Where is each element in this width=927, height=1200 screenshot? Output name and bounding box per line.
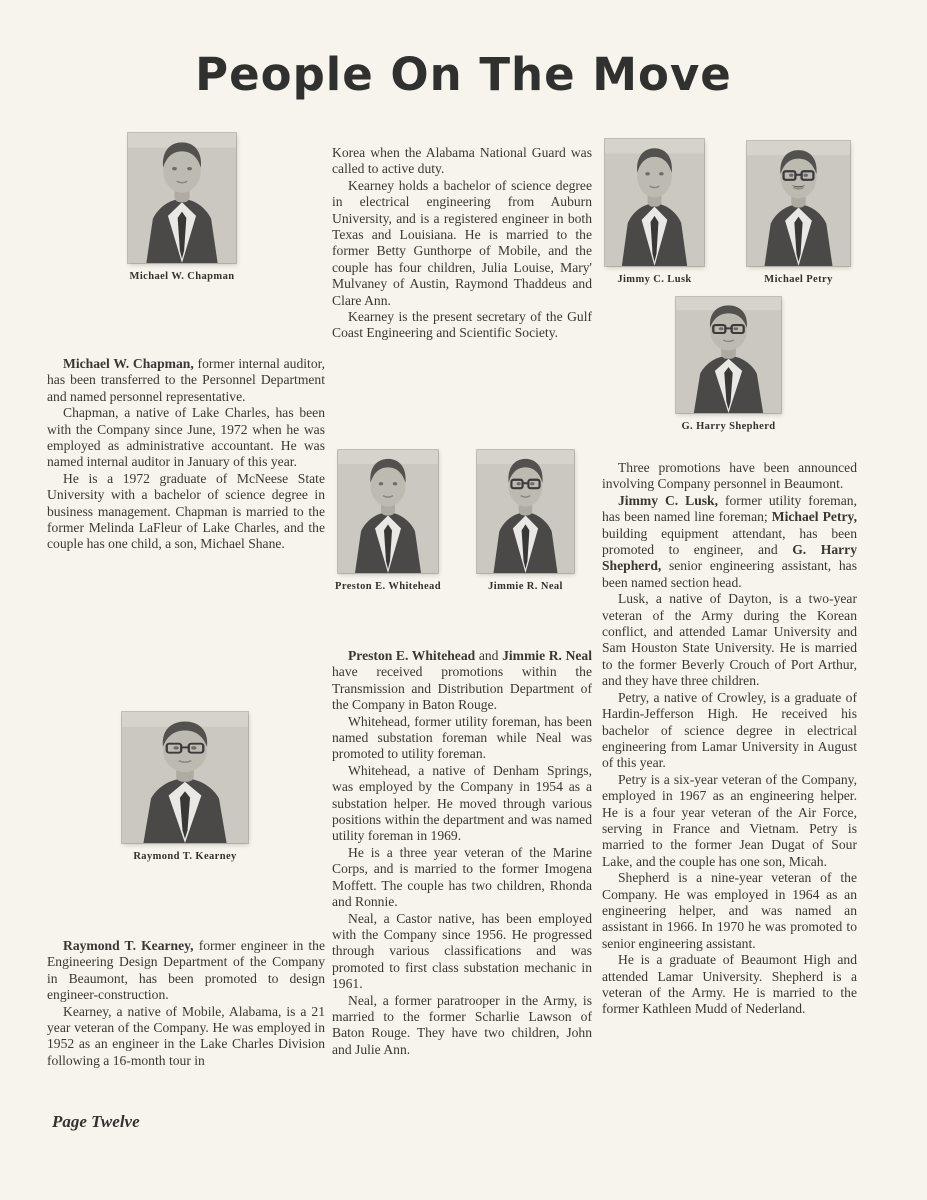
article-whitehead-neal: [332, 648, 592, 1058]
photo-caption: Jimmie R. Neal: [488, 581, 563, 592]
paragraph: Neal, a former paratrooper in the Army, is married to the former Scharlie Lawson of Baton Rouge. They have two children, John and Julie Ann.: [332, 992, 592, 1057]
photo-michael-chapman: [128, 133, 236, 282]
text-run: have received promotions within the Transmission and Distribution Department of the Company in Baton Rouge.: [332, 664, 592, 713]
photo-caption: Jimmy C. Lusk: [617, 274, 692, 285]
paragraph: Petry, a native of Crowley, is a graduate of Hardin-Jefferson High. He received his bachelor of science degree in electrical engineering from Lamar University in August of this year.: [602, 689, 857, 771]
text-run: and: [475, 648, 503, 663]
paragraph: Petry is a six-year veteran of the Company, employed in 1967 as an engineering helper. He is a four year veteran of the Air Force, serving in France and Vietnam. Petry is married to the former Jean Dugat of Sour Lake, and the couple has one son, Micah.: [602, 771, 857, 869]
photo-jimmie-neal: [477, 450, 574, 592]
paragraph: Lusk, a native of Dayton, is a two-year veteran of the Army during the Korean conflict, and attended Lamar University and Sam Houston State University. He is married to the former Beverly Crouch of Port Arthur, and they have three children.: [602, 591, 857, 689]
photo-caption: Preston E. Whitehead: [335, 581, 441, 592]
paragraph: Shepherd is a nine-year veteran of the Company. He was employed in 1964 as an engineering helper, and was named an assistant in 1966. In 1970 he was promoted to senior engineering assistant.: [602, 870, 857, 951]
paragraph: Whitehead, a native of Denham Springs, was employed by the Company in 1954 as a substation helper. He moved through various positions within the department and was named utility foreman in 1969.: [332, 762, 592, 844]
portrait-photo: [122, 712, 248, 843]
portrait-photo: [477, 450, 574, 573]
photo-michael-petry: [747, 141, 850, 285]
photo-jimmy-lusk: [605, 139, 704, 285]
article-chapman: [47, 356, 325, 553]
photo-caption: G. Harry Shepherd: [681, 421, 776, 432]
portrait-photo: [338, 450, 438, 573]
portrait-photo: [128, 133, 236, 263]
portrait-photo: [605, 139, 704, 266]
paragraph: [332, 648, 592, 714]
person-name-lead: Jimmie R. Neal: [502, 648, 592, 663]
paragraph: Kearney holds a bachelor of science degree in electrical engineering from Auburn University, and is a registered engineer in both Texas and Louisiana. He is married to the former Betty Gunthorpe of Mobile, and the couple has four children, Julia Louise, Mary' Mulvaney of Austin, Raymond Thaddeus and Clare Ann.: [332, 177, 592, 308]
paragraph: Neal, a Castor native, has been employed with the Company since 1956. He progressed through various classifications and was promoted to first class substation mechanic in 1961.: [332, 910, 592, 992]
text-run: former utility foreman, has been named line foreman;: [602, 492, 857, 525]
person-name-lead: Michael W. Chapman,: [63, 356, 194, 371]
man-portrait-icon: [128, 133, 236, 263]
person-name-lead: Raymond T. Kearney,: [63, 938, 194, 953]
man-portrait-glasses-icon: [676, 297, 781, 413]
photo-caption: Michael W. Chapman: [129, 271, 235, 282]
paragraph: Three promotions have been announced involving Company personnel in Beaumont.: [602, 460, 857, 492]
paragraph: Chapman, a native of Lake Charles, has been with the Company since June, 1972 when he was employed as administrative accountant. He was named internal auditor in January of this year.: [47, 405, 325, 470]
paragraph: He is a graduate of Beaumont High and attended Lamar University. Shepherd is a veteran of the Army. He is married to the former Kathleen Mudd of Nederland.: [602, 952, 857, 1017]
person-name-lead: Michael Petry,: [771, 509, 857, 525]
text-run: former engineer in the Engineering Design Department of the Company in Beaumont, has been promoted to design engineer-construction.: [47, 938, 325, 1003]
photo-caption: Raymond T. Kearney: [133, 851, 237, 862]
text-run: former internal auditor, has been transferred to the Personnel Department and named personnel representative.: [47, 356, 326, 404]
portrait-photo: [676, 297, 781, 413]
man-portrait-icon: [605, 139, 704, 266]
text-run: building equipment attendant, has been promoted to engineer, and: [602, 525, 857, 558]
person-name-lead: Jimmy C. Lusk,: [618, 492, 718, 508]
person-name-lead: G. Harry Shepherd,: [602, 542, 857, 574]
paragraph: He is a three year veteran of the Marine Corps, and is married to the former Imogena Moffett. The couple has two children, Rhonda and Ronnie.: [332, 844, 592, 910]
paragraph: He is a 1972 graduate of McNeese State University with a bachelor of science degree in business management. Chapman is married to the former Melinda LaFleur of Lake Charles, and the couple has one child, a son, Michael Shane.: [47, 470, 325, 552]
page-title: People On The Move: [195, 48, 732, 101]
paragraph: [47, 938, 325, 1004]
person-name-lead: Preston E. Whitehead: [348, 648, 476, 663]
paragraph: [602, 493, 857, 591]
article-kearney: [47, 938, 325, 1069]
page-number: Page Twelve: [52, 1112, 140, 1131]
photo-caption: Michael Petry: [764, 274, 833, 285]
paragraph: Whitehead, former utility foreman, has been named substation foreman while Neal was promoted to utility foreman.: [332, 713, 592, 762]
man-portrait-glasses-icon: [747, 141, 850, 266]
photo-harry-shepherd: [676, 297, 781, 432]
photo-raymond-kearney: [122, 712, 248, 862]
paragraph: Kearney is the present secretary of the Gulf Coast Engineering and Scientific Society.: [332, 309, 592, 341]
article-kearney-continued: [332, 145, 592, 342]
man-portrait-glasses-icon: [477, 450, 574, 573]
portrait-photo: [747, 141, 850, 266]
photo-preston-whitehead: [335, 450, 441, 592]
paragraph: [47, 356, 325, 405]
man-portrait-glasses-icon: [122, 712, 248, 843]
paragraph: Kearney, a native of Mobile, Alabama, is a 21 year veteran of the Company. He was employed in 1952 as an engineer in the Lake Charles Division following a 16-month tour in: [47, 1003, 325, 1068]
article-beaumont-promotions: [602, 460, 857, 1018]
man-portrait-icon: [338, 450, 438, 573]
text-run: senior engineering assistant, has been named section head.: [602, 558, 857, 590]
paragraph: Korea when the Alabama National Guard was called to active duty.: [332, 145, 592, 177]
